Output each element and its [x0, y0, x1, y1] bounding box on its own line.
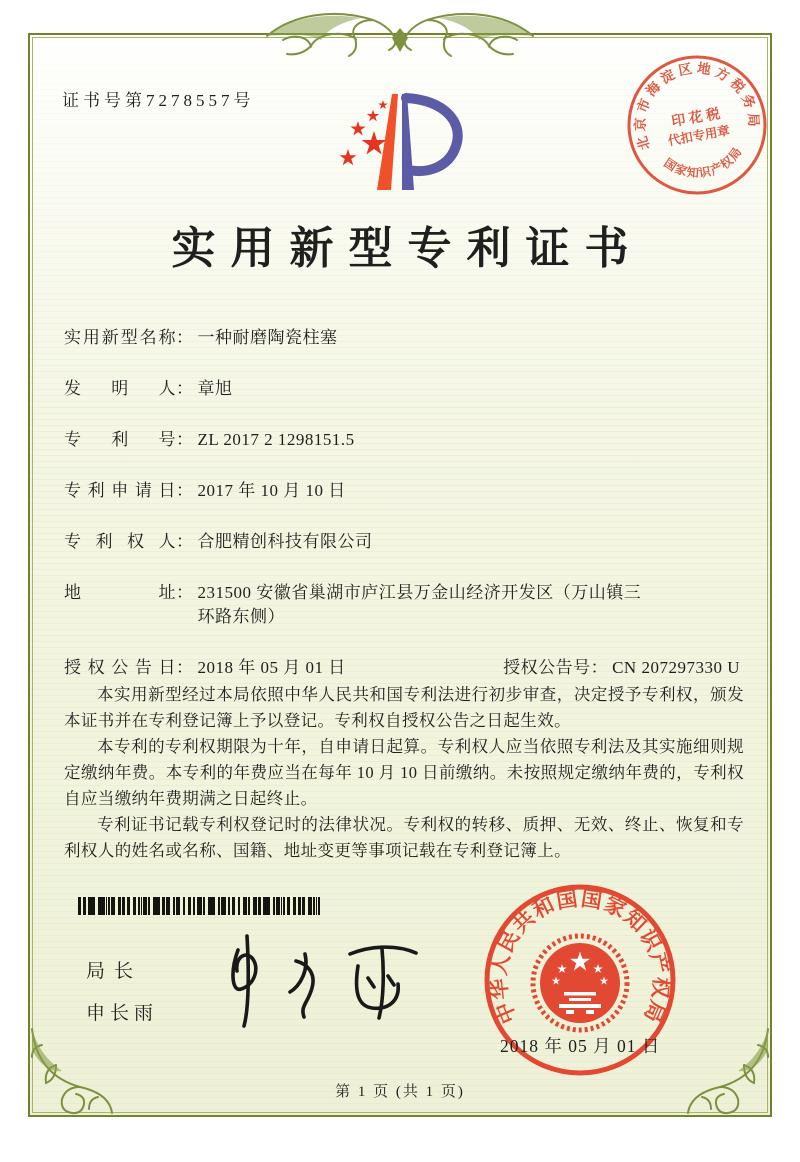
tax-stamp-center-line2: 代扣专用章 — [666, 123, 731, 149]
corner-flourish-bottom-right — [682, 1027, 772, 1117]
field-row-inventor: 发明人 ： 章旭 — [64, 377, 740, 401]
certificate-fields — [64, 326, 740, 707]
tax-stamp-seal — [612, 40, 781, 209]
tax-stamp-center-line1: 印 花 税 — [670, 106, 722, 131]
grant-no-value: CN 207297330 U — [612, 658, 740, 677]
field-value: 一种耐磨陶瓷柱塞 — [197, 328, 338, 347]
field-value: 合肥精创科技有限公司 — [197, 532, 373, 551]
field-value: 2017 年 10 月 10 日 — [197, 481, 346, 500]
field-label: 专利申请日 — [64, 481, 176, 500]
paragraph-grant: 本实用新型经过本局依照中华人民共和国专利法进行初步审查，决定授予专利权，颁发本证书并在专利登记簿上予以登记。专利权自授权公告之日起生效。 — [64, 685, 744, 730]
field-row-grant: 授权公告日 ： 2018 年 05 月 01 日 授权公告号 ： CN 207297330 U — [64, 656, 740, 680]
cnipa-seal-arc-text: 中华人民共和国国家知识产权局 — [486, 886, 674, 1028]
tax-stamp-arc-top-text: 北京市海淀区地方税务局 — [632, 60, 762, 152]
grant-date-value: 2018 年 05 月 01 日 — [197, 658, 346, 677]
field-label: 实用新型名称 — [64, 328, 176, 347]
field-value: 章旭 — [197, 379, 233, 398]
field-row-patent-no: 专利号 ： ZL 2017 2 1298151.5 — [64, 428, 740, 452]
field-label: 地址 — [64, 583, 176, 602]
tax-stamp-arc-bottom-text: 国家知识产权局 — [661, 144, 745, 181]
page-title: 实用新型专利证书 — [171, 224, 644, 273]
field-row-filing-date: 专利申请日 ： 2017 年 10 月 10 日 — [64, 479, 740, 503]
corner-flourish-bottom-left — [28, 1027, 118, 1117]
legal-text-block — [64, 682, 744, 864]
director-signature-script — [210, 930, 450, 1030]
top-flourish-ornament — [265, 6, 535, 62]
barcode — [78, 897, 320, 915]
field-label: 专利号 — [64, 430, 176, 449]
paragraph-term: 本专利的专利权期限为十年，自申请日起算。专利权人应当依照专利法及其实施细则规定缴纳年费。本专利的年费应当在每年 10 月 10 日前缴纳。未按照规定缴纳年费的，专利权自应当缴纳年费期满之日起终止。 — [64, 737, 744, 808]
paragraph-register: 专利证书记载专利权登记时的法律状况。专利权的转移、质押、无效、终止、恢复和专利权人的姓名或名称、国籍、地址变更等事项记载在专利登记簿上。 — [64, 815, 744, 860]
field-row-patentee: 专利权人 ： 合肥精创科技有限公司 — [64, 530, 740, 554]
field-row-address: 地址 ： 231500 安徽省巢湖市庐江县万金山经济开发区（万山镇三环路东侧） — [64, 581, 740, 629]
field-label: 发明人 — [64, 379, 176, 398]
field-value: ZL 2017 2 1298151.5 — [197, 430, 355, 449]
seal-date: 2018 年 05 月 01 日 — [500, 1036, 661, 1056]
grant-date-label: 授权公告日 — [64, 658, 176, 677]
cnipa-logo-icon — [332, 70, 492, 205]
field-label: 专利权人 — [64, 532, 176, 551]
director-title: 局长 — [86, 961, 143, 982]
certificate-number: 证书号第7278557号 — [62, 91, 255, 110]
director-name: 申长雨 — [86, 1003, 159, 1024]
grant-no-label: 授权公告号 — [503, 658, 591, 677]
field-value: 231500 安徽省巢湖市庐江县万金山经济开发区（万山镇三环路东侧） — [197, 583, 642, 626]
field-row-name: 实用新型名称 ： 一种耐磨陶瓷柱塞 — [64, 326, 740, 350]
page-footer: 第 1 页 (共 1 页) — [335, 1084, 465, 1100]
